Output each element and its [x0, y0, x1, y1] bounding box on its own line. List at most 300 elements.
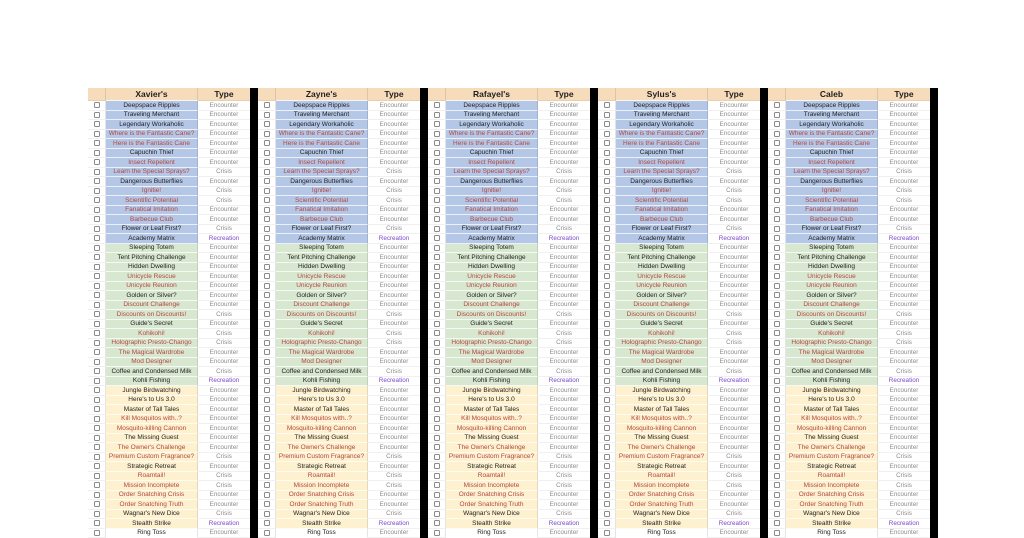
row-checkbox[interactable]: [94, 188, 100, 194]
quest-name-cell: The Magical Wardrobe: [786, 348, 878, 358]
row-checkbox[interactable]: [94, 501, 100, 507]
row-checkbox[interactable]: [94, 112, 100, 118]
row-checkbox[interactable]: [434, 283, 440, 289]
row-checkbox[interactable]: [604, 235, 610, 241]
row-checkbox[interactable]: [604, 473, 610, 479]
row-checkbox[interactable]: [264, 311, 270, 317]
checkbox-cell: [258, 462, 276, 472]
row-checkbox[interactable]: [264, 178, 270, 184]
row-checkbox[interactable]: [774, 226, 780, 232]
row-checkbox[interactable]: [264, 197, 270, 203]
row-checkbox[interactable]: [774, 511, 780, 517]
checkbox-cell: [768, 519, 786, 529]
row-checkbox[interactable]: [774, 302, 780, 308]
row-checkbox[interactable]: [94, 378, 100, 384]
row-checkbox[interactable]: [434, 416, 440, 422]
row-checkbox[interactable]: [604, 169, 610, 175]
row-checkbox[interactable]: [434, 340, 440, 346]
row-checkbox[interactable]: [774, 150, 780, 156]
row-checkbox[interactable]: [774, 349, 780, 355]
checkbox-cell: [768, 272, 786, 282]
row-checkbox[interactable]: [434, 473, 440, 479]
row-checkbox[interactable]: [434, 311, 440, 317]
row-checkbox[interactable]: [434, 264, 440, 270]
row-checkbox[interactable]: [774, 140, 780, 146]
row-checkbox[interactable]: [774, 197, 780, 203]
row-checkbox[interactable]: [774, 378, 780, 384]
row-checkbox[interactable]: [774, 444, 780, 450]
row-checkbox[interactable]: [604, 112, 610, 118]
table-row: [428, 472, 590, 482]
row-checkbox[interactable]: [94, 492, 100, 498]
row-checkbox[interactable]: [94, 264, 100, 270]
row-checkbox[interactable]: [264, 302, 270, 308]
row-checkbox[interactable]: [434, 330, 440, 336]
row-checkbox[interactable]: [774, 102, 780, 108]
row-checkbox[interactable]: [774, 463, 780, 469]
quest-name-cell: The Missing Guest: [106, 434, 198, 444]
quest-type-cell: Recreation: [708, 377, 760, 387]
row-checkbox[interactable]: [604, 501, 610, 507]
quest-name-cell: Mission Incomplete: [276, 481, 368, 491]
row-checkbox[interactable]: [94, 207, 100, 213]
row-checkbox[interactable]: [434, 140, 440, 146]
table-row: [598, 177, 760, 187]
checkbox-cell: [88, 339, 106, 349]
checkbox-cell: [598, 272, 616, 282]
table-row: [598, 377, 760, 387]
row-checkbox[interactable]: [94, 340, 100, 346]
row-checkbox[interactable]: [264, 112, 270, 118]
row-checkbox[interactable]: [94, 131, 100, 137]
row-checkbox[interactable]: [264, 530, 270, 536]
row-checkbox[interactable]: [604, 178, 610, 184]
row-checkbox[interactable]: [774, 112, 780, 118]
row-checkbox[interactable]: [264, 216, 270, 222]
quest-name-cell: Ignitie!: [616, 187, 708, 197]
row-checkbox[interactable]: [604, 321, 610, 327]
row-checkbox[interactable]: [264, 254, 270, 260]
row-checkbox[interactable]: [434, 292, 440, 298]
row-checkbox[interactable]: [604, 226, 610, 232]
row-checkbox[interactable]: [434, 302, 440, 308]
row-checkbox[interactable]: [774, 454, 780, 460]
row-checkbox[interactable]: [94, 520, 100, 526]
row-checkbox[interactable]: [604, 368, 610, 374]
row-checkbox[interactable]: [264, 188, 270, 194]
quest-type-cell: Crisis: [368, 472, 420, 482]
row-checkbox[interactable]: [434, 406, 440, 412]
checkbox-cell: [428, 291, 446, 301]
row-checkbox[interactable]: [774, 425, 780, 431]
row-checkbox[interactable]: [774, 273, 780, 279]
row-checkbox[interactable]: [434, 169, 440, 175]
quest-type-cell: Encounter: [198, 206, 250, 216]
checkbox-cell: [598, 329, 616, 339]
row-checkbox[interactable]: [264, 454, 270, 460]
row-checkbox[interactable]: [94, 273, 100, 279]
row-checkbox[interactable]: [434, 501, 440, 507]
row-checkbox[interactable]: [774, 254, 780, 260]
quest-type-cell: Recreation: [368, 519, 420, 529]
row-checkbox[interactable]: [604, 197, 610, 203]
row-checkbox[interactable]: [94, 511, 100, 517]
row-checkbox[interactable]: [434, 349, 440, 355]
quest-type-cell: Encounter: [708, 491, 760, 501]
row-checkbox[interactable]: [774, 482, 780, 488]
table-row: [88, 348, 250, 358]
row-checkbox[interactable]: [774, 397, 780, 403]
row-checkbox[interactable]: [604, 520, 610, 526]
row-checkbox[interactable]: [604, 416, 610, 422]
row-checkbox[interactable]: [434, 454, 440, 460]
row-checkbox[interactable]: [264, 482, 270, 488]
row-checkbox[interactable]: [774, 340, 780, 346]
row-checkbox[interactable]: [94, 416, 100, 422]
row-checkbox[interactable]: [604, 102, 610, 108]
quest-name-cell: Fanatical Imitation: [616, 206, 708, 216]
row-checkbox[interactable]: [264, 121, 270, 127]
quest-type-cell: Encounter: [538, 415, 590, 425]
row-checkbox[interactable]: [434, 159, 440, 165]
row-checkbox[interactable]: [604, 454, 610, 460]
row-checkbox[interactable]: [434, 273, 440, 279]
row-checkbox[interactable]: [264, 169, 270, 175]
quest-name-cell: The Magical Wardrobe: [616, 348, 708, 358]
table-row: [258, 472, 420, 482]
row-checkbox[interactable]: [94, 197, 100, 203]
row-checkbox[interactable]: [264, 349, 270, 355]
row-checkbox[interactable]: [434, 112, 440, 118]
row-checkbox[interactable]: [264, 501, 270, 507]
row-checkbox[interactable]: [264, 492, 270, 498]
row-checkbox[interactable]: [774, 216, 780, 222]
row-checkbox[interactable]: [94, 444, 100, 450]
row-checkbox[interactable]: [774, 359, 780, 365]
row-checkbox[interactable]: [94, 178, 100, 184]
row-checkbox[interactable]: [604, 283, 610, 289]
row-checkbox[interactable]: [774, 283, 780, 289]
row-checkbox[interactable]: [434, 397, 440, 403]
table-row: [598, 187, 760, 197]
row-checkbox[interactable]: [94, 368, 100, 374]
row-checkbox[interactable]: [94, 121, 100, 127]
row-checkbox[interactable]: [264, 273, 270, 279]
quest-type-cell: Encounter: [198, 396, 250, 406]
row-checkbox[interactable]: [604, 302, 610, 308]
quest-name-cell: Legendary Workaholic: [786, 120, 878, 130]
row-checkbox[interactable]: [434, 378, 440, 384]
row-checkbox[interactable]: [604, 254, 610, 260]
row-checkbox[interactable]: [774, 530, 780, 536]
row-checkbox[interactable]: [434, 463, 440, 469]
row-checkbox[interactable]: [434, 520, 440, 526]
quest-name-cell: Strategic Retreat: [616, 462, 708, 472]
row-checkbox[interactable]: [434, 207, 440, 213]
row-checkbox[interactable]: [434, 368, 440, 374]
row-checkbox[interactable]: [434, 121, 440, 127]
row-checkbox[interactable]: [604, 359, 610, 365]
row-checkbox[interactable]: [774, 330, 780, 336]
row-checkbox[interactable]: [604, 264, 610, 270]
row-checkbox[interactable]: [774, 169, 780, 175]
row-checkbox[interactable]: [434, 131, 440, 137]
quest-name-cell: Jungle Birdwatching: [616, 386, 708, 396]
row-checkbox[interactable]: [604, 511, 610, 517]
checkbox-cell: [258, 253, 276, 263]
row-checkbox[interactable]: [434, 387, 440, 393]
checkbox-cell: [768, 282, 786, 292]
row-checkbox[interactable]: [264, 416, 270, 422]
table-row: [768, 519, 930, 529]
row-checkbox[interactable]: [94, 283, 100, 289]
row-checkbox[interactable]: [94, 530, 100, 536]
row-checkbox[interactable]: [94, 302, 100, 308]
checkbox-cell: [768, 177, 786, 187]
quest-type-cell: Encounter: [878, 291, 930, 301]
row-checkbox[interactable]: [604, 444, 610, 450]
checkbox-cell: [88, 187, 106, 197]
row-checkbox[interactable]: [94, 463, 100, 469]
quest-name-cell: Where is the Fantastic Cane?: [786, 130, 878, 140]
table-row: [88, 149, 250, 159]
row-checkbox[interactable]: [604, 378, 610, 384]
quest-type-cell: Crisis: [538, 367, 590, 377]
row-checkbox[interactable]: [774, 311, 780, 317]
row-checkbox[interactable]: [604, 425, 610, 431]
row-checkbox[interactable]: [264, 387, 270, 393]
row-checkbox[interactable]: [604, 245, 610, 251]
row-checkbox[interactable]: [264, 511, 270, 517]
row-checkbox[interactable]: [604, 207, 610, 213]
row-checkbox[interactable]: [94, 245, 100, 251]
row-checkbox[interactable]: [604, 406, 610, 412]
row-checkbox[interactable]: [434, 359, 440, 365]
table-row: [428, 158, 590, 168]
row-checkbox[interactable]: [264, 406, 270, 412]
quest-type-cell: Crisis: [878, 196, 930, 206]
table-row: [428, 301, 590, 311]
row-checkbox[interactable]: [94, 406, 100, 412]
row-checkbox[interactable]: [94, 435, 100, 441]
row-checkbox[interactable]: [774, 387, 780, 393]
row-checkbox[interactable]: [434, 321, 440, 327]
table-row: [88, 405, 250, 415]
row-checkbox[interactable]: [774, 292, 780, 298]
row-checkbox[interactable]: [604, 530, 610, 536]
row-checkbox[interactable]: [264, 330, 270, 336]
row-checkbox[interactable]: [434, 150, 440, 156]
row-checkbox[interactable]: [774, 121, 780, 127]
row-checkbox[interactable]: [94, 454, 100, 460]
row-checkbox[interactable]: [434, 178, 440, 184]
row-checkbox[interactable]: [264, 359, 270, 365]
row-checkbox[interactable]: [264, 520, 270, 526]
row-checkbox[interactable]: [94, 216, 100, 222]
row-checkbox[interactable]: [774, 435, 780, 441]
row-checkbox[interactable]: [264, 444, 270, 450]
row-checkbox[interactable]: [264, 140, 270, 146]
row-checkbox[interactable]: [774, 492, 780, 498]
row-checkbox[interactable]: [94, 140, 100, 146]
row-checkbox[interactable]: [774, 416, 780, 422]
row-checkbox[interactable]: [604, 340, 610, 346]
row-checkbox[interactable]: [94, 254, 100, 260]
row-checkbox[interactable]: [604, 492, 610, 498]
row-checkbox[interactable]: [434, 444, 440, 450]
row-checkbox[interactable]: [94, 235, 100, 241]
row-checkbox[interactable]: [604, 463, 610, 469]
row-checkbox[interactable]: [434, 511, 440, 517]
row-checkbox[interactable]: [774, 235, 780, 241]
row-checkbox[interactable]: [94, 482, 100, 488]
checkbox-cell: [428, 177, 446, 187]
row-checkbox[interactable]: [604, 121, 610, 127]
row-checkbox[interactable]: [774, 159, 780, 165]
row-checkbox[interactable]: [264, 340, 270, 346]
row-checkbox[interactable]: [264, 473, 270, 479]
row-checkbox[interactable]: [434, 102, 440, 108]
row-checkbox[interactable]: [264, 131, 270, 137]
row-checkbox[interactable]: [434, 482, 440, 488]
row-checkbox[interactable]: [264, 235, 270, 241]
row-checkbox[interactable]: [264, 435, 270, 441]
row-checkbox[interactable]: [94, 321, 100, 327]
board: [88, 88, 938, 538]
row-checkbox[interactable]: [94, 311, 100, 317]
checkbox-cell: [598, 196, 616, 206]
row-checkbox[interactable]: [604, 273, 610, 279]
row-checkbox[interactable]: [94, 359, 100, 365]
row-checkbox[interactable]: [774, 178, 780, 184]
row-checkbox[interactable]: [604, 311, 610, 317]
row-checkbox[interactable]: [774, 520, 780, 526]
table-row: [768, 462, 930, 472]
row-checkbox[interactable]: [94, 102, 100, 108]
row-checkbox[interactable]: [264, 397, 270, 403]
quest-name-cell: Tent Pitching Challenge: [616, 253, 708, 263]
row-checkbox[interactable]: [434, 254, 440, 260]
row-checkbox[interactable]: [604, 131, 610, 137]
quest-name-cell: Mod Designer: [786, 358, 878, 368]
row-checkbox[interactable]: [774, 207, 780, 213]
checkbox-cell: [258, 139, 276, 149]
row-checkbox[interactable]: [264, 425, 270, 431]
checkbox-cell: [768, 291, 786, 301]
row-checkbox[interactable]: [264, 264, 270, 270]
row-checkbox[interactable]: [774, 131, 780, 137]
row-checkbox[interactable]: [94, 292, 100, 298]
checkbox-cell: [88, 443, 106, 453]
row-checkbox[interactable]: [434, 245, 440, 251]
row-checkbox[interactable]: [604, 216, 610, 222]
row-checkbox[interactable]: [604, 482, 610, 488]
row-checkbox[interactable]: [604, 397, 610, 403]
row-checkbox[interactable]: [94, 330, 100, 336]
row-checkbox[interactable]: [604, 159, 610, 165]
row-checkbox[interactable]: [264, 226, 270, 232]
checkbox-cell: [768, 396, 786, 406]
row-checkbox[interactable]: [604, 330, 610, 336]
row-checkbox[interactable]: [264, 368, 270, 374]
table-row: [598, 434, 760, 444]
checkbox-cell: [428, 434, 446, 444]
row-checkbox[interactable]: [264, 159, 270, 165]
row-checkbox[interactable]: [264, 102, 270, 108]
quest-type-cell: Encounter: [198, 500, 250, 510]
row-checkbox[interactable]: [604, 349, 610, 355]
row-checkbox[interactable]: [434, 530, 440, 536]
quest-name-cell: Where is the Fantastic Cane?: [276, 130, 368, 140]
row-checkbox[interactable]: [264, 292, 270, 298]
row-checkbox[interactable]: [604, 150, 610, 156]
table-row: [258, 348, 420, 358]
row-checkbox[interactable]: [774, 321, 780, 327]
row-checkbox[interactable]: [774, 406, 780, 412]
row-checkbox[interactable]: [434, 492, 440, 498]
row-checkbox[interactable]: [774, 473, 780, 479]
row-checkbox[interactable]: [94, 387, 100, 393]
row-checkbox[interactable]: [264, 150, 270, 156]
row-checkbox[interactable]: [94, 425, 100, 431]
table-row: [428, 149, 590, 159]
row-checkbox[interactable]: [264, 283, 270, 289]
checkbox-cell: [88, 462, 106, 472]
quest-name-cell: Kohli Fishing: [786, 377, 878, 387]
row-checkbox[interactable]: [434, 197, 440, 203]
row-checkbox[interactable]: [604, 387, 610, 393]
row-checkbox[interactable]: [774, 264, 780, 270]
checkbox-cell: [768, 206, 786, 216]
row-checkbox[interactable]: [604, 435, 610, 441]
row-checkbox[interactable]: [264, 207, 270, 213]
quest-type-cell: Encounter: [708, 215, 760, 225]
row-checkbox[interactable]: [434, 188, 440, 194]
row-checkbox[interactable]: [94, 226, 100, 232]
row-checkbox[interactable]: [774, 245, 780, 251]
row-checkbox[interactable]: [434, 425, 440, 431]
quest-name-cell: Learn the Special Sprays?: [446, 168, 538, 178]
row-checkbox[interactable]: [264, 321, 270, 327]
quest-name-cell: Kohikohi!: [276, 329, 368, 339]
row-checkbox[interactable]: [434, 226, 440, 232]
row-checkbox[interactable]: [774, 501, 780, 507]
row-checkbox[interactable]: [94, 397, 100, 403]
row-checkbox[interactable]: [264, 378, 270, 384]
row-checkbox[interactable]: [604, 292, 610, 298]
quest-name-cell: Discounts on Discounts!: [786, 310, 878, 320]
row-checkbox[interactable]: [434, 235, 440, 241]
row-checkbox[interactable]: [94, 150, 100, 156]
row-checkbox[interactable]: [94, 349, 100, 355]
row-checkbox[interactable]: [434, 216, 440, 222]
row-checkbox[interactable]: [94, 169, 100, 175]
row-checkbox[interactable]: [94, 473, 100, 479]
quest-name-cell: Unicycle Rescue: [786, 272, 878, 282]
row-checkbox[interactable]: [434, 435, 440, 441]
quest-type-cell: Encounter: [368, 282, 420, 292]
row-checkbox[interactable]: [774, 368, 780, 374]
row-checkbox[interactable]: [774, 188, 780, 194]
row-checkbox[interactable]: [264, 245, 270, 251]
row-checkbox[interactable]: [264, 463, 270, 469]
quest-type-cell: Crisis: [878, 510, 930, 520]
row-checkbox[interactable]: [604, 140, 610, 146]
row-checkbox[interactable]: [604, 188, 610, 194]
row-checkbox[interactable]: [94, 159, 100, 165]
quest-type-cell: Encounter: [538, 529, 590, 538]
table-row: [88, 187, 250, 197]
